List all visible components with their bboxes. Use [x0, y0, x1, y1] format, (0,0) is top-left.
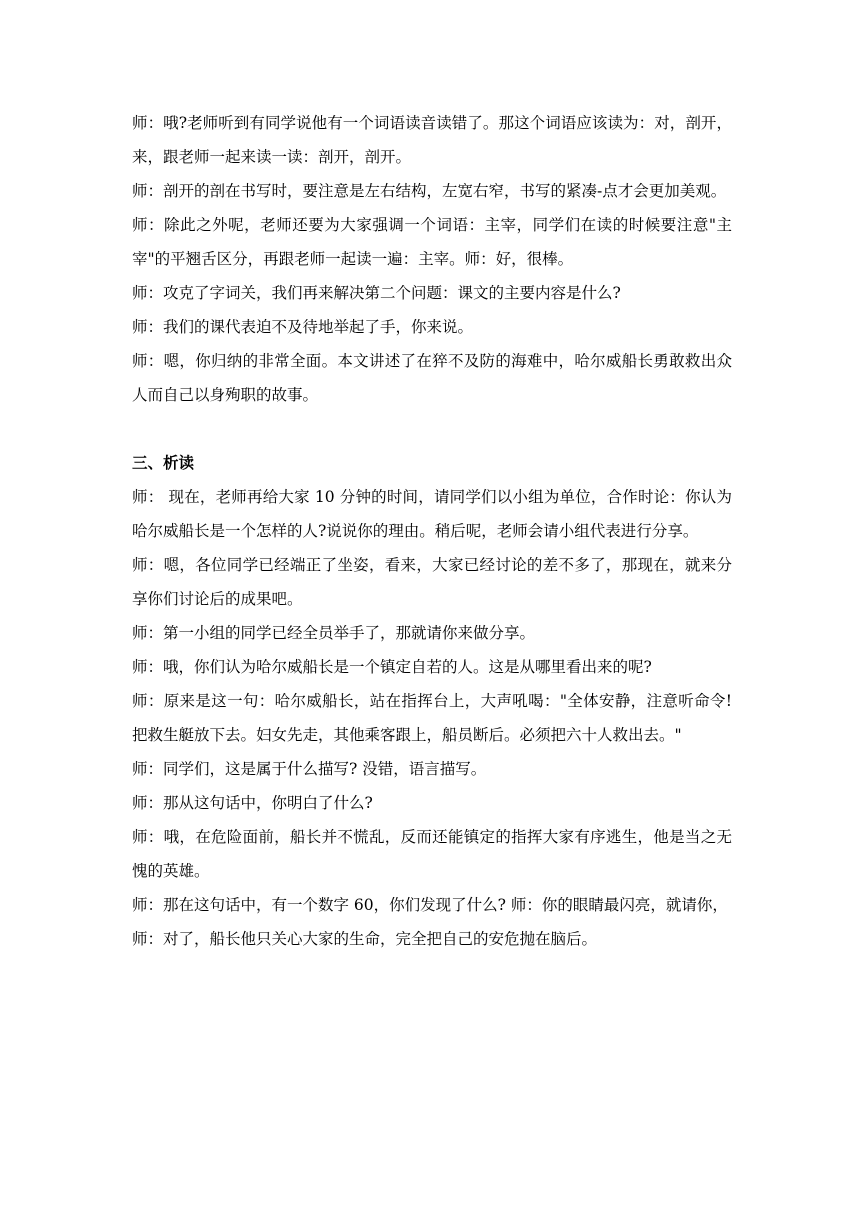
section-heading: 三、析读: [132, 454, 195, 472]
paragraph: 师：嗯，你归纳的非常全面。本文讲述了在猝不及防的海难中，哈尔威船长勇敢救出众人而自己以身殉职的故事。: [132, 352, 732, 404]
paragraph: 师：原来是这一句：哈尔威船长，站在指挥台上，大声吼喝："全体安静，注意听命令!把救生艇放下去。妇女先走，其他乘客跟上，船员断后。必须把六十人救出去。": [132, 692, 732, 744]
paragraph: 师：哦，在危险面前，船长并不慌乱，反而还能镇定的指挥大家有序逃生，他是当之无愧的英雄。: [132, 828, 732, 880]
paragraph: 师：同学们，这是属于什么描写? 没错，语言描写。: [132, 760, 487, 778]
paragraph: 师： 现在，老师再给大家 10 分钟的时间，请同学们以小组为单位，合作时论：你认为哈尔威船长是一个怎样的人?说说你的理由。稍后呢，老师会请小组代表进行分享。: [132, 488, 732, 540]
paragraph: 师：对了，船长他只关心大家的生命，完全把自己的安危抛在脑后。: [132, 930, 598, 948]
paragraph: 师：哦?老师听到有同学说他有一个词语读音读错了。那这个词语应该读为：对，剖开，来，跟老师一起来读一读：剖开，剖开。: [132, 114, 732, 166]
document-body: [132, 106, 732, 956]
paragraph: 师：剖开的剖在书写时，要注意是左右结构，左宽右窄，书写的紧凑-点才会更加美观。: [132, 182, 727, 200]
paragraph: 师：第一小组的同学已经全员举手了，那就请你来做分享。: [132, 624, 536, 642]
paragraph: 师：那在这句话中，有一个数字 60，你们发现了什么? 师：你的眼睛最闪亮，就请你，: [132, 896, 728, 914]
paragraph: 师：攻克了字词关，我们再来解决第二个问题：课文的主要内容是什么?: [132, 284, 621, 302]
paragraph: 师：那从这句话中，你明白了什么?: [132, 794, 373, 812]
blank-line: [132, 412, 732, 446]
paragraph: 师：嗯，各位同学已经端正了坐姿，看来，大家已经讨论的差不多了，那现在，就来分享你们讨论后的成果吧。: [132, 556, 732, 608]
paragraph: 师：我们的课代表迫不及待地举起了手，你来说。: [132, 318, 474, 336]
paragraph: 师：哦，你们认为哈尔威船长是一个镇定自若的人。这是从哪里看出来的呢?: [132, 658, 652, 676]
paragraph: 师：除此之外呢，老师还要为大家强调一个词语：主宰，同学们在读的时候要注意"主宰"的平翘舌区分，再跟老师一起读一遍：主宰。师：好，很棒。: [132, 216, 732, 268]
